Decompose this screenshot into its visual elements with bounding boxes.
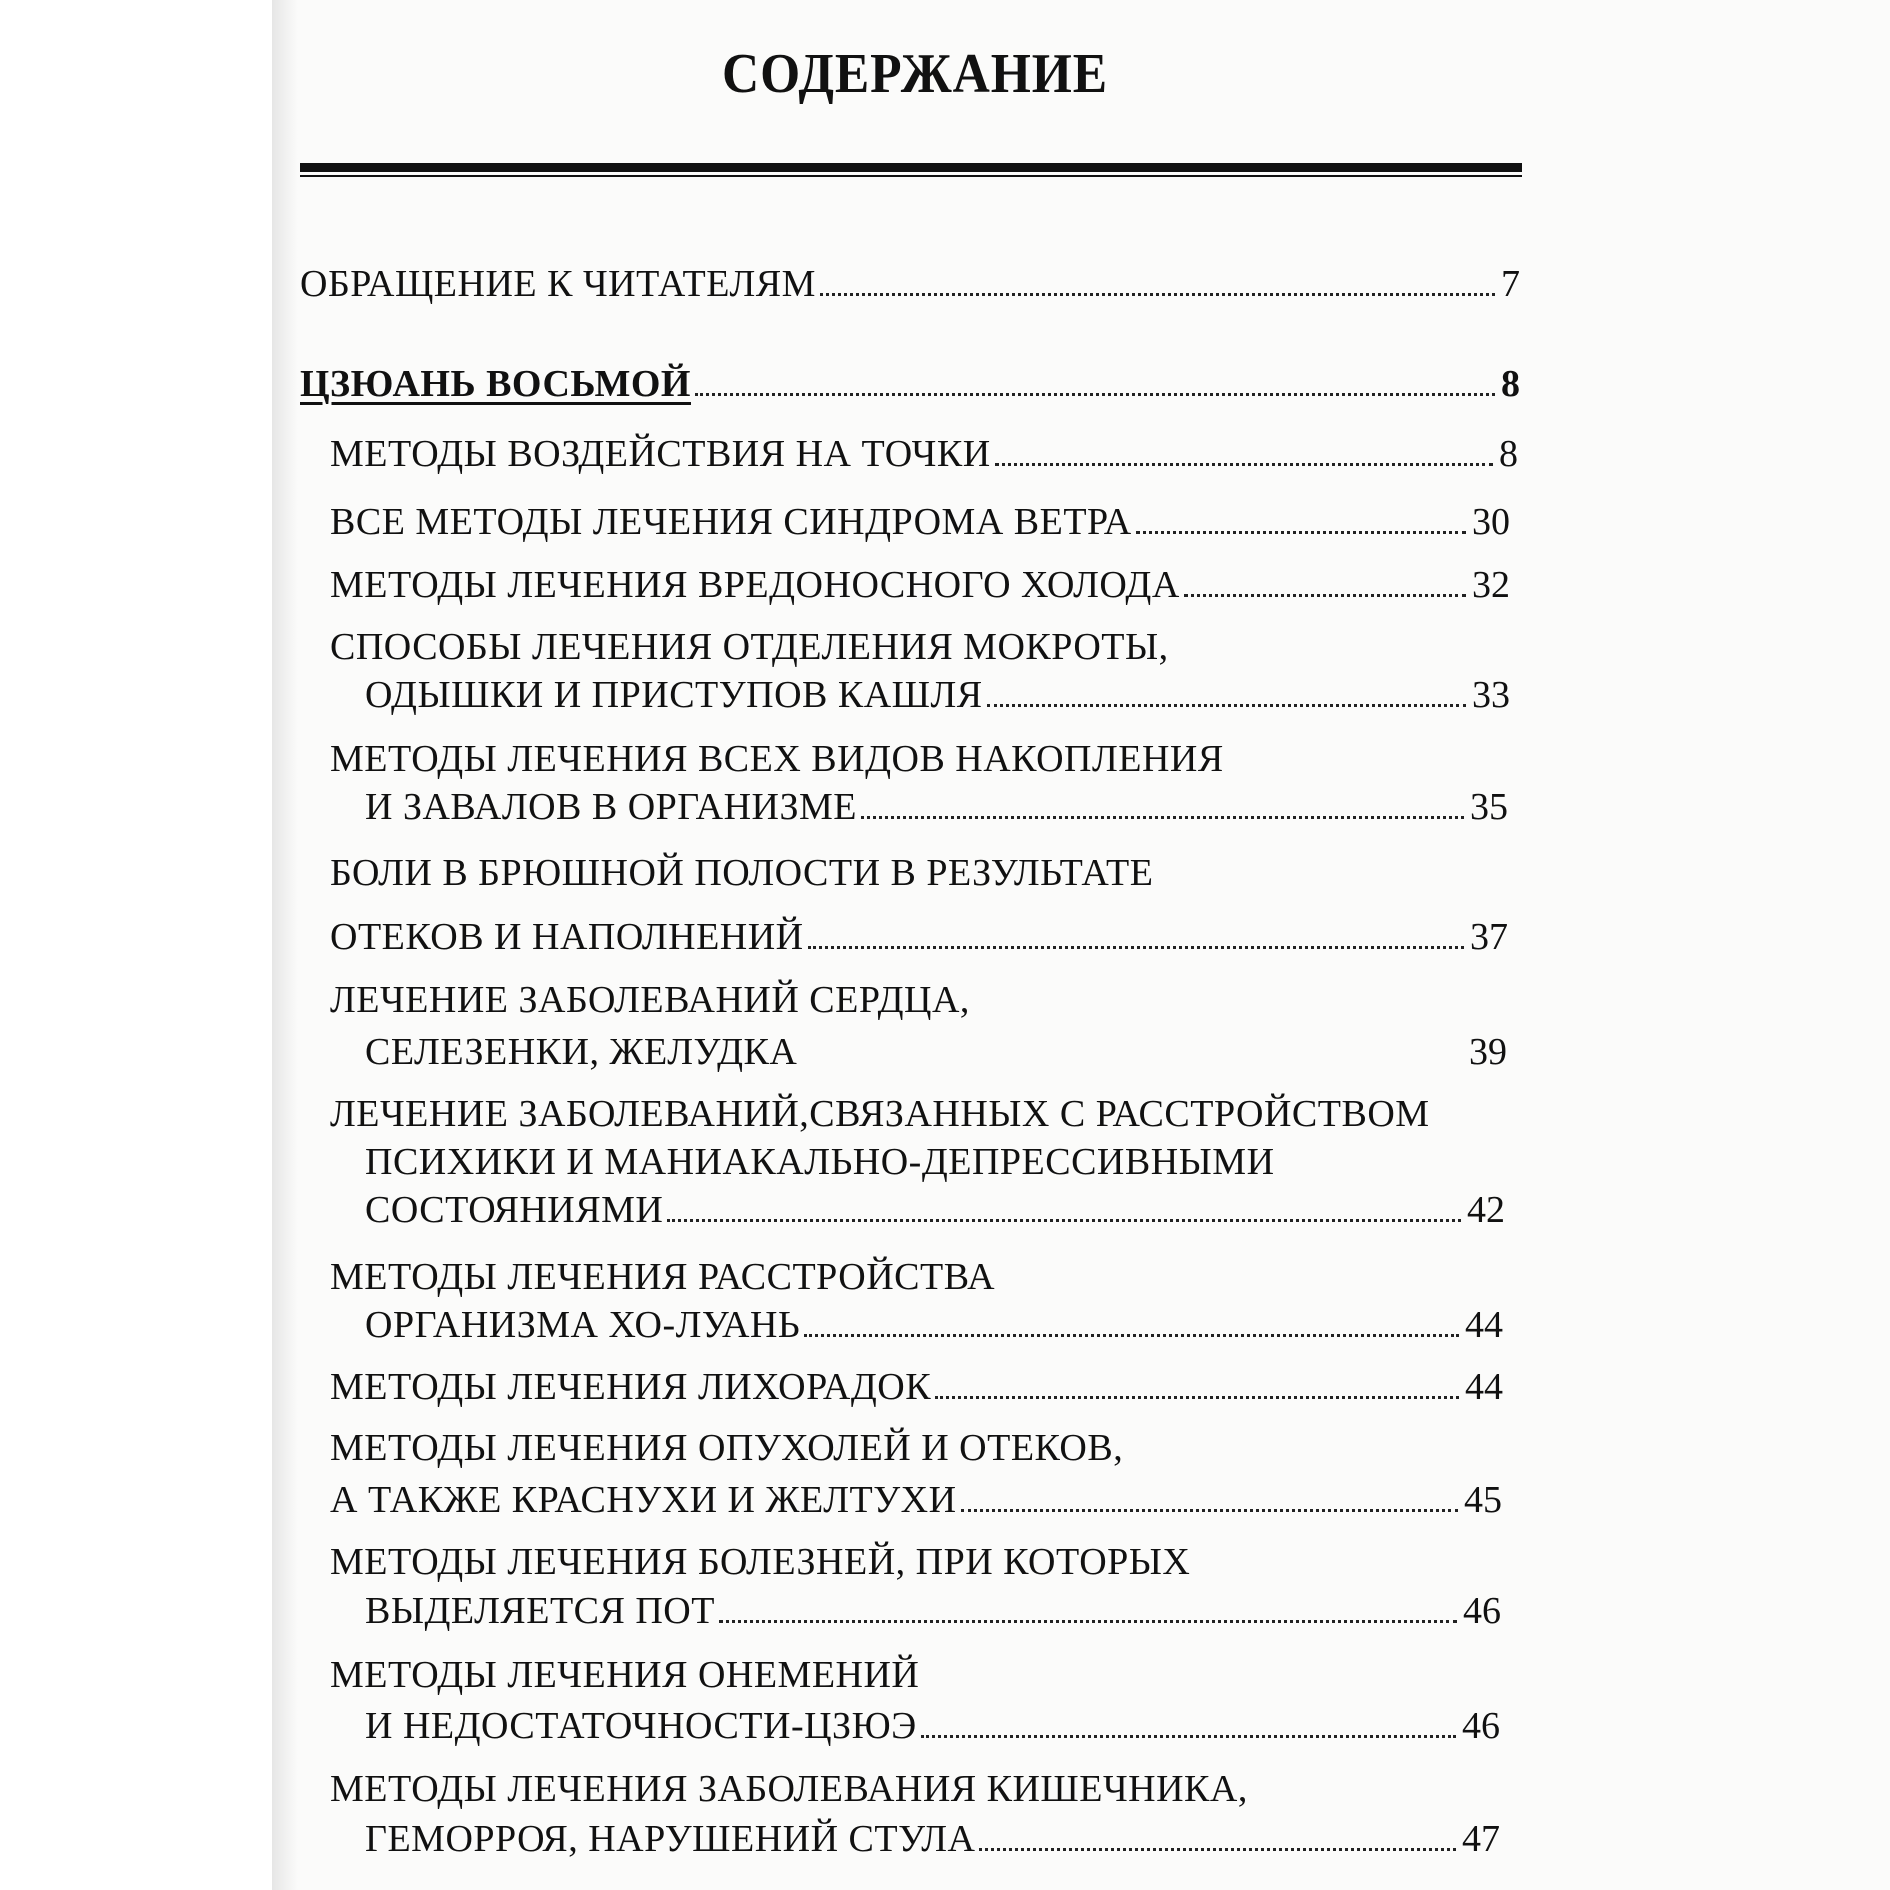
leader-dots — [987, 703, 1466, 707]
leader-dots — [995, 462, 1493, 466]
leader-dots — [921, 1734, 1456, 1738]
toc-entry — [365, 673, 1510, 717]
toc-entry — [300, 262, 1520, 306]
toc-chapter-title: ЦЗЮАНЬ ВОСЬМОЙ — [300, 363, 691, 405]
toc-entry-title: ГЕМОРРОЯ, НАРУШЕНИЙ СТУЛА — [365, 1818, 976, 1860]
toc-entry-title: И ЗАВАЛОВ В ОРГАНИЗМЕ — [365, 786, 857, 828]
toc-entry — [365, 1704, 1500, 1748]
leader-dots — [961, 1508, 1458, 1512]
leader-dots — [801, 1060, 1463, 1064]
leader-dots — [695, 392, 1495, 396]
toc-entry-title-line: ЛЕЧЕНИЕ ЗАБОЛЕВАНИЙ,СВЯЗАННЫХ С РАССТРОЙСТВОМ — [330, 1093, 1430, 1135]
toc-entry-title: И НЕДОСТАТОЧНОСТИ-ЦЗЮЭ — [365, 1705, 917, 1747]
toc-entry — [365, 1303, 1503, 1347]
toc-entry-title: ВСЕ МЕТОДЫ ЛЕЧЕНИЯ СИНДРОМА ВЕТРА — [330, 501, 1132, 543]
leader-dots — [1184, 593, 1466, 597]
toc-entry-page: 44 — [1465, 1304, 1503, 1346]
toc-entry-page: 8 — [1501, 363, 1520, 405]
toc-entry-title-line: МЕТОДЫ ЛЕЧЕНИЯ РАССТРОЙСТВА — [330, 1256, 996, 1298]
leader-dots — [804, 1333, 1459, 1337]
toc-entry — [330, 1365, 1503, 1409]
toc-entry-page: 30 — [1472, 501, 1510, 543]
toc-entry-page: 33 — [1472, 674, 1510, 716]
toc-entry-page: 42 — [1467, 1189, 1505, 1231]
toc-entry-title-line: СПОСОБЫ ЛЕЧЕНИЯ ОТДЕЛЕНИЯ МОКРОТЫ, — [330, 626, 1169, 668]
toc-entry-page: 7 — [1501, 263, 1520, 305]
toc-entry-title-line: МЕТОДЫ ЛЕЧЕНИЯ БОЛЕЗНЕЙ, ПРИ КОТОРЫХ — [330, 1541, 1191, 1583]
leader-dots — [808, 945, 1464, 949]
toc-entry-title-line: МЕТОДЫ ЛЕЧЕНИЯ ЗАБОЛЕВАНИЯ КИШЕЧНИКА, — [330, 1768, 1248, 1810]
toc-entry — [365, 1030, 1507, 1074]
leader-dots — [1136, 530, 1466, 534]
toc-chapter-entry — [300, 362, 1520, 406]
leader-dots — [667, 1218, 1461, 1222]
toc-entry-title: ОТЕКОВ И НАПОЛНЕНИЙ — [330, 916, 804, 958]
toc-entry-title-line: МЕТОДЫ ЛЕЧЕНИЯ ОПУХОЛЕЙ И ОТЕКОВ, — [330, 1427, 1124, 1469]
toc-entry-title: ОДЫШКИ И ПРИСТУПОВ КАШЛЯ — [365, 674, 983, 716]
toc-entry-title: ОБРАЩЕНИЕ К ЧИТАТЕЛЯМ — [300, 263, 816, 305]
leader-dots — [820, 292, 1495, 296]
toc-entry-title: СОСТОЯНИЯМИ — [365, 1189, 664, 1231]
toc-entry-title-line: БОЛИ В БРЮШНОЙ ПОЛОСТИ В РЕЗУЛЬТАТЕ — [330, 852, 1154, 894]
toc-entry-title-line: МЕТОДЫ ЛЕЧЕНИЯ ВСЕХ ВИДОВ НАКОПЛЕНИЯ — [330, 738, 1224, 780]
toc-entry — [365, 785, 1508, 829]
toc-entry — [365, 1589, 1501, 1633]
toc-entry — [365, 1188, 1505, 1232]
toc-entry-title-line: ПСИХИКИ И МАНИАКАЛЬНО-ДЕПРЕССИВНЫМИ — [365, 1141, 1275, 1183]
leader-dots — [979, 1847, 1456, 1851]
toc-entry-title: А ТАКЖЕ КРАСНУХИ И ЖЕЛТУХИ — [330, 1479, 957, 1521]
toc-entry-title: МЕТОДЫ ЛЕЧЕНИЯ ЛИХОРАДОК — [330, 1366, 932, 1408]
toc-entry — [330, 915, 1508, 959]
toc-entry-page: 8 — [1499, 433, 1518, 475]
page-title: СОДЕРЖАНИЕ — [721, 43, 1109, 105]
toc-entry-page: 46 — [1462, 1705, 1500, 1747]
toc-entry-page: 37 — [1470, 916, 1508, 958]
leader-dots — [861, 815, 1464, 819]
toc-entry-page: 44 — [1465, 1366, 1503, 1408]
toc-entry — [365, 1817, 1500, 1861]
toc-entry-title-line: МЕТОДЫ ЛЕЧЕНИЯ ОНЕМЕНИЙ — [330, 1654, 920, 1696]
leader-dots — [935, 1395, 1459, 1399]
toc-entry-title: МЕТОДЫ ВОЗДЕЙСТВИЯ НА ТОЧКИ — [330, 433, 991, 475]
toc-entry-title: ОРГАНИЗМА ХО-ЛУАНЬ — [365, 1304, 801, 1346]
toc-entry — [330, 1478, 1502, 1522]
toc-entry-page: 45 — [1464, 1479, 1502, 1521]
toc-entry-page: 39 — [1469, 1031, 1507, 1073]
toc-entry-page: 35 — [1470, 786, 1508, 828]
toc-entry-title: СЕЛЕЗЕНКИ, ЖЕЛУДКА — [365, 1031, 798, 1073]
toc-entry — [330, 432, 1518, 476]
toc-entry-title: ВЫДЕЛЯЕТСЯ ПОТ — [365, 1590, 715, 1632]
toc-entry-title: МЕТОДЫ ЛЕЧЕНИЯ ВРЕДОНОСНОГО ХОЛОДА — [330, 564, 1180, 606]
toc-entry-page: 32 — [1472, 564, 1510, 606]
toc-entry-title-line: ЛЕЧЕНИЕ ЗАБОЛЕВАНИЙ СЕРДЦА, — [330, 979, 970, 1021]
toc-entry — [330, 563, 1510, 607]
leader-dots — [719, 1619, 1457, 1623]
toc-entry — [330, 500, 1510, 544]
toc-entry-page: 46 — [1463, 1590, 1501, 1632]
toc-entry-page: 47 — [1462, 1818, 1500, 1860]
